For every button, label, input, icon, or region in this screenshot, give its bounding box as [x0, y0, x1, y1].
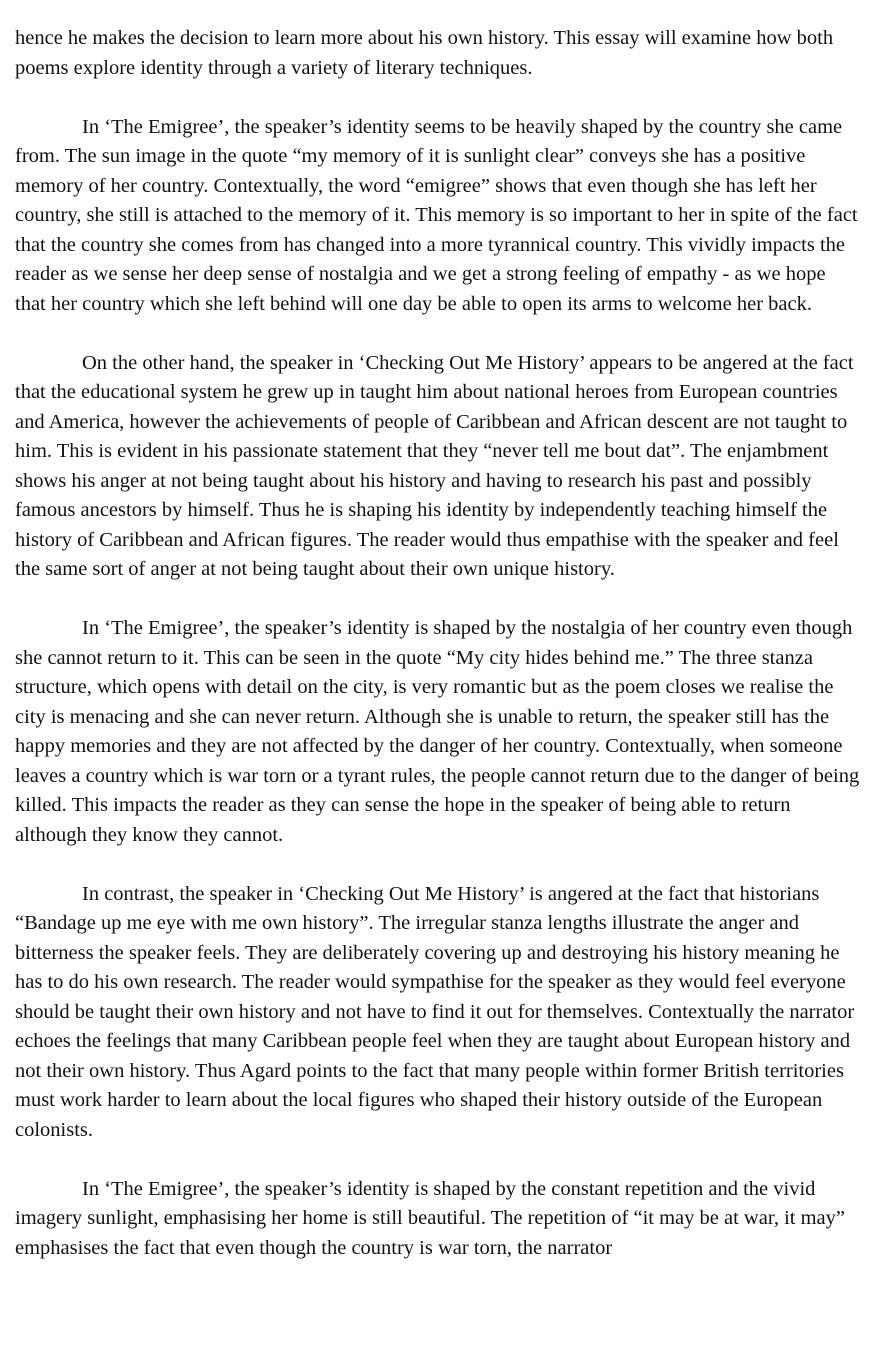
- essay-paragraph-history-bandage: In contrast, the speaker in ‘Checking Out Me History’ is angered at the fact that historians “Bandage up me eye with me own history”. The irregular stanza lengths illustrate the anger and bitterness the speaker feels. They are deliberately covering up and destroying his history meaning he has to do his own research. The reader would sympathise for the speaker as they would feel everyone should be taught their own history and not have to find it out for themselves. Contextually the narrator echoes the feelings that many Caribbean people feel when they are taught about European history and not their own history. Thus Agard points to the fact that many people within former British territories must work harder to learn about the local figures who shaped their history outside of the European colonists.: [15, 882, 855, 1141]
- essay-page: [15, 24, 860, 1263]
- essay-paragraph-intro-continuation: hence he makes the decision to learn more about his own history. This essay will examine how both poems explore identity through a variety of literary techniques.: [15, 27, 834, 79]
- essay-paragraph-emigree-nostalgia: In ‘The Emigree’, the speaker’s identity is shaped by the nostalgia of her country even though she cannot return to it. This can be seen in the quote “My city hides behind me.” The three stanza structure, which opens with detail on the city, is very romantic but as the poem closes we realise the city is menacing and she can never return. Although she is unable to return, the speaker still has the happy memories and they are not affected by the danger of her country. Contextually, when someone leaves a country which is war torn or a tyrant rules, the people cannot return due to the danger of being killed. This impacts the reader as they can sense the hope in the speaker of being able to return although they know they cannot.: [15, 617, 860, 846]
- essay-paragraph-emigree-repetition: In ‘The Emigree’, the speaker’s identity is shaped by the constant repetition and the vivid imagery sunlight, emphasising her home is still beautiful. The repetition of “it may be at war, it may” emphasises the fact that even though the country is war torn, the narrator: [15, 1177, 845, 1259]
- essay-paragraph-emigree-country: In ‘The Emigree’, the speaker’s identity seems to be heavily shaped by the country she came from. The sun image in the quote “my memory of it is sunlight clear” conveys she has a positive memory of her country. Contextually, the word “emigree” shows that even though she has left her country, she still is attached to the memory of it. This memory is so important to her in spite of the fact that the country she comes from has changed into a more tyrannical country. This vividly impacts the reader as we sense her deep sense of nostalgia and we get a strong feeling of empathy - as we hope that her country which she left behind will one day be able to open its arms to welcome her back.: [15, 115, 858, 315]
- essay-paragraph-history-anger: On the other hand, the speaker in ‘Checking Out Me History’ appears to be angered at the fact that the educational system he grew up in taught him about national heroes from European countries and America, however the achievements of people of Caribbean and African descent are not taught to him. This is evident in his passionate statement that they “never tell me bout dat”. The enjambment shows his anger at not being taught about his history and having to research his past and possibly famous ancestors by himself. Thus he is shaping his identity by independently teaching himself the history of Caribbean and African figures. The reader would thus empathise with the speaker and feel the same sort of anger at not being taught about their own unique history.: [15, 351, 854, 580]
